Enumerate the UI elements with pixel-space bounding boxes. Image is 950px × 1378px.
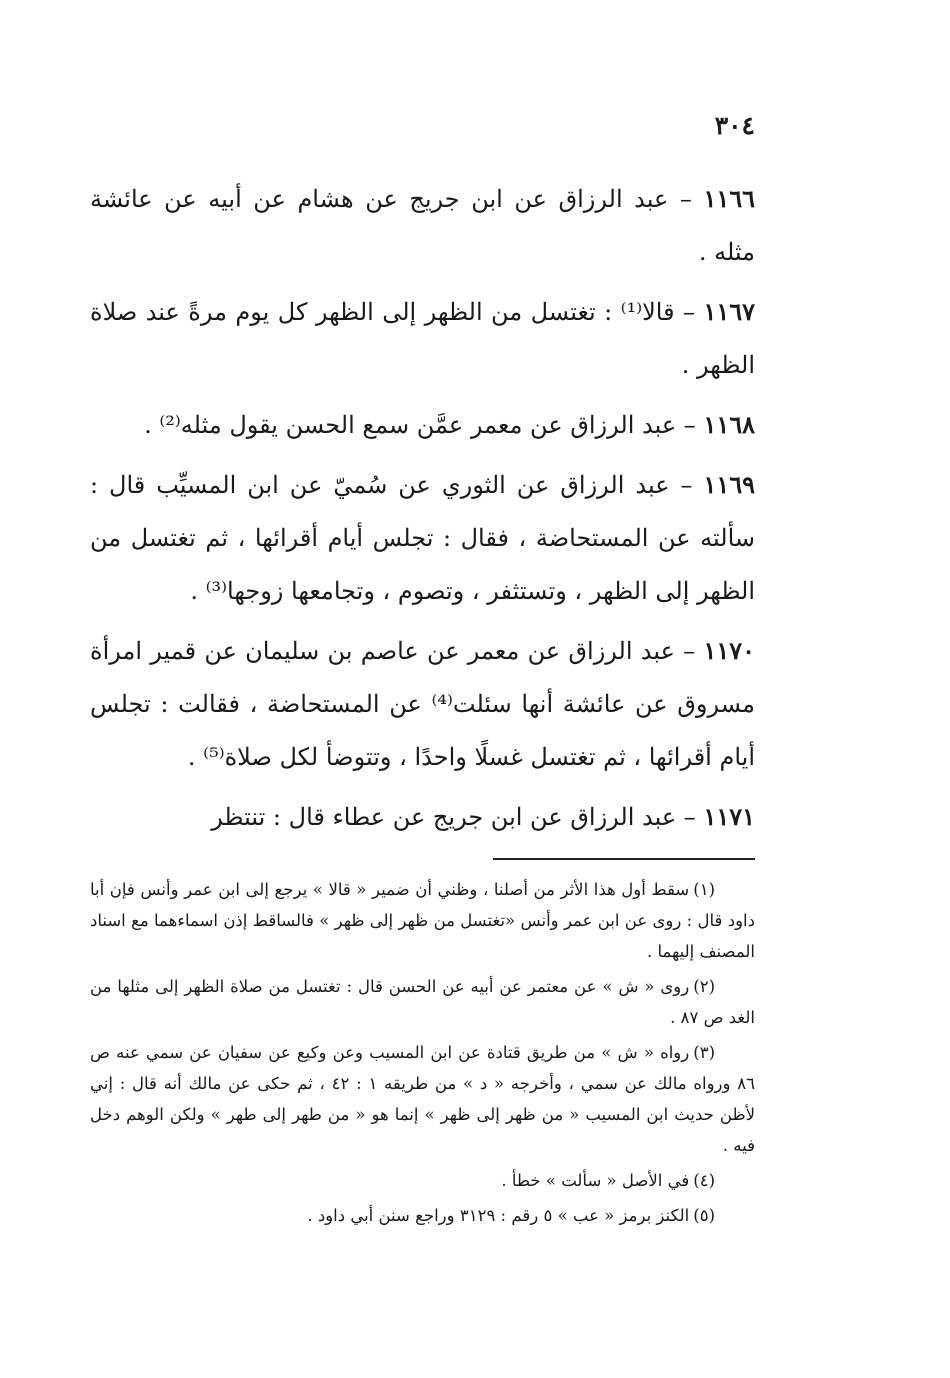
footnote-mark: (٤) xyxy=(693,1171,715,1190)
footnote xyxy=(90,1200,755,1231)
hadith-number: ١١٦٧ xyxy=(703,297,755,326)
hadith-entry: ١١٦٦ – عبد الرزاق عن ابن جريج عن هشام عن أبيه عن عائشة مثله . xyxy=(90,184,755,266)
footnote xyxy=(90,1165,755,1196)
footnote xyxy=(90,1037,755,1161)
footnote-text: في الأصل « سألت » خطأ . xyxy=(501,1171,690,1190)
hadith-entry: ١١٦٧ – قالا⁽¹⁾ : تغتسل من الظهر إلى الظهر كل يوم مرةً عند صلاة الظهر . xyxy=(90,297,755,379)
footnotes xyxy=(90,874,755,1231)
footnote-text: رواه « ش » من طريق قتادة عن ابن المسيب وعن وكيع عن سفيان عن سمي عنه ص ٨٦ ورواه مالك عن سمي ، وأخرجه « د » من طريقه ١ : ٤٢ ، ثم حكى عن مالك أنه قال : إني لأظن حديث ابن المسيب « من ظهر إلى ظهر » إنما هو « من طهر إلى طهر » ولكن الوهم دخل فيه . xyxy=(90,1043,755,1155)
hadith-text: عبد الرزاق عن ابن جريج عن عطاء قال : تنتظر xyxy=(211,803,677,831)
footnote-text: روى « ش » عن معتمر عن أبيه عن الحسن قال : تغتسل من صلاة الظهر إلى مثلها من الغد ص ٨٧ . xyxy=(90,977,755,1027)
hadith-number: ١١٦٦ xyxy=(703,184,755,213)
footnote-divider xyxy=(493,858,755,860)
hadith-number: ١١٦٩ xyxy=(703,470,755,499)
hadith-text: عبد الرزاق عن معمر عمَّن سمع الحسن يقول مثله⁽²⁾ . xyxy=(144,411,677,439)
footnote xyxy=(90,874,755,967)
hadith-entry: ١١٧١ – عبد الرزاق عن ابن جريج عن عطاء قال : تنتظر xyxy=(211,802,755,831)
footnote-mark: (٢) xyxy=(693,977,715,996)
footnote-mark: (١) xyxy=(693,880,715,899)
hadith-number: ١١٧١ xyxy=(703,802,755,831)
footnote-mark: (٥) xyxy=(693,1206,715,1225)
hadith-entry: ١١٧٠ – عبد الرزاق عن معمر عن عاصم بن سليمان عن قمير امرأة مسروق عن عائشة أنها سئلت⁽⁴⁾ عن المستحاضة ، فقالت : تجلس أيام أقرائها ، ثم تغتسل غسلًا واحدًا ، وتتوضأ لكل صلاة⁽⁵⁾ . xyxy=(90,636,755,771)
footnote-text: الكنز برمز « عب » ٥ رقم : ٣١٢٩ وراجع سنن أبي داود . xyxy=(307,1206,690,1225)
hadith-list xyxy=(90,172,755,844)
hadith-text: عبد الرزاق عن ابن جريج عن هشام عن أبيه عن عائشة مثله . xyxy=(90,185,755,266)
hadith-entry: ١١٦٩ – عبد الرزاق عن الثوري عن سُميّ عن ابن المسيِّب قال : سألته عن المستحاضة ، فقال : تجلس أيام أقرائها ، ثم تغتسل من الظهر إلى الظهر ، وتستثفر ، وتصوم ، وتجامعها زوجها⁽³⁾ . xyxy=(90,470,755,605)
hadith-text: عبد الرزاق عن الثوري عن سُميّ عن ابن المسيِّب قال : سألته عن المستحاضة ، فقال : تجلس أيام أقرائها ، ثم تغتسل من الظهر إلى الظهر ، وتستثفر ، وتصوم ، وتجامعها زوجها⁽³⁾ . xyxy=(90,471,755,605)
page-number: ٣٠٤ xyxy=(714,111,755,140)
hadith-text: قالا⁽¹⁾ : تغتسل من الظهر إلى الظهر كل يوم مرةً عند صلاة الظهر . xyxy=(90,298,755,379)
book-page xyxy=(90,108,755,1288)
hadith-entry: ١١٦٨ – عبد الرزاق عن معمر عمَّن سمع الحسن يقول مثله⁽²⁾ . xyxy=(144,410,755,439)
footnote xyxy=(90,971,755,1033)
hadith-text: عبد الرزاق عن معمر عن عاصم بن سليمان عن قمير امرأة مسروق عن عائشة أنها سئلت⁽⁴⁾ عن المستحاضة ، فقالت : تجلس أيام أقرائها ، ثم تغتسل غسلًا واحدًا ، وتتوضأ لكل صلاة⁽⁵⁾ . xyxy=(90,637,755,771)
footnote-mark: (٣) xyxy=(693,1043,715,1062)
hadith-number: ١١٧٠ xyxy=(703,636,755,665)
footnote-text: سقط أول هذا الأثر من أصلنا ، وظني أن ضمير « قالا » يرجع إلى ابن عمر وأنس فإن أبا داود قال : روى عن ابن عمر وأنس «تغتسل من ظهر إلى ظهر » فالساقط إذن اسماءهما مع اسناد المصنف إليهما . xyxy=(90,880,755,961)
hadith-number: ١١٦٨ xyxy=(703,410,755,439)
